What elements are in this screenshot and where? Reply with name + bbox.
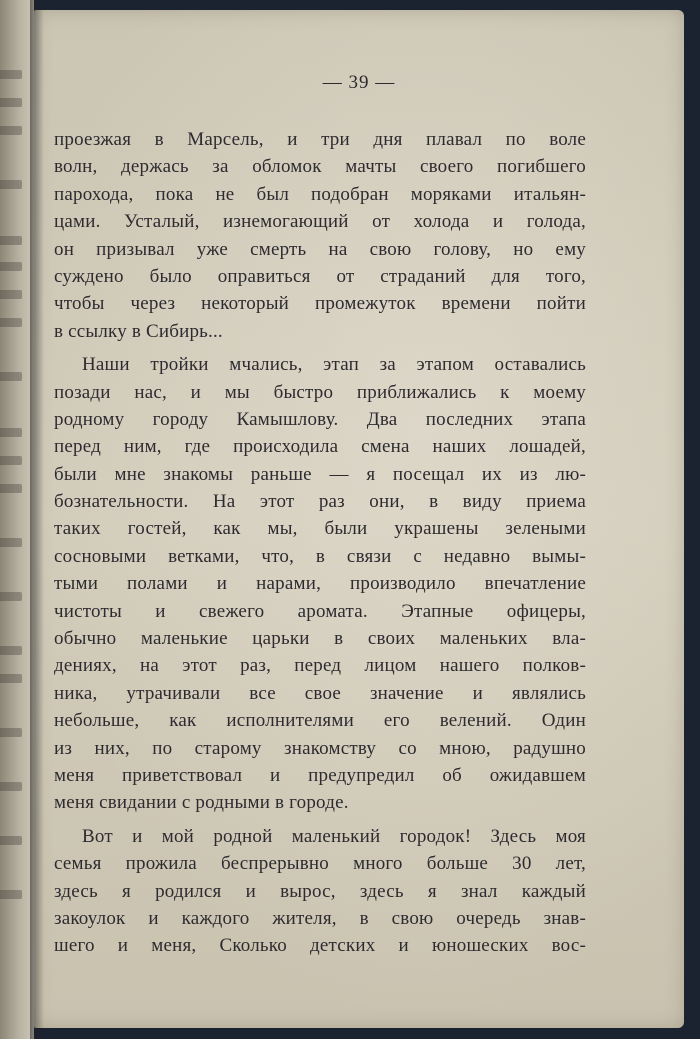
text-line: он призывал уже смерть на свою голову, но ему <box>54 238 586 260</box>
text-line: здесь я родился и вырос, здесь я знал каждый <box>54 880 586 902</box>
text-line: парохода, пока не был подобран моряками итальян- <box>54 183 586 205</box>
text-line: в ссылку в Сибирь... <box>54 320 223 342</box>
text-line: проезжая в Марсель, и три дня плавал по воле <box>54 129 586 150</box>
text-line: чистоты и свежего аромата. Этапные офицеры, <box>54 600 586 622</box>
facing-page-edge <box>0 0 34 1039</box>
text-line: чтобы через некоторый промежуток времени пойти <box>54 293 586 315</box>
text-line: перед ним, где происходила смена наших лошадей, <box>54 436 586 458</box>
text-line: шего и меня, Сколько детских и юношеских вос- <box>54 935 586 957</box>
text-line: Наши тройки мчались, этап за этапом оставались <box>82 354 586 376</box>
text-line: таких гостей, как мы, были украшены зелеными <box>54 518 586 540</box>
text-line: были мне знакомы раньше — я посещал их из лю- <box>54 463 586 485</box>
text-line: семья прожила беспрерывно много больше 30 лет, <box>54 853 586 875</box>
text-line: позади нас, и мы быстро приближались к моему <box>54 381 586 403</box>
binding-shadow <box>30 0 44 1039</box>
text-line: бознательности. На этот раз они, в виду приема <box>54 491 586 513</box>
text-line: закоулок и каждого жителя, в свою очередь знав- <box>54 907 586 929</box>
text-line: ника, утрачивали все свое значение и являлись <box>54 682 586 704</box>
body-text <box>54 126 586 960</box>
text-line: сосновыми ветками, что, в связи с недавно вымы- <box>54 545 586 567</box>
text-line: Вот и мой родной маленький городок! Здесь моя <box>82 825 586 847</box>
text-line: обычно маленькие царьки в своих маленьких вла- <box>54 628 586 650</box>
paragraph-3 <box>54 823 586 960</box>
text-line: суждено было оправиться от страданий для того, <box>54 265 586 287</box>
text-line: небольше, как исполнителями его велений. Один <box>54 710 586 732</box>
text-line: меня свидании с родными в городе. <box>54 792 349 814</box>
text-line: цами. Усталый, изнемогающий от холода и голода, <box>54 211 586 233</box>
text-line: дениях, на этот раз, перед лицом нашего полков- <box>54 655 586 677</box>
text-line: родному городу Камышлову. Два последних этапа <box>54 408 586 430</box>
text-line: меня приветствовал и предупредил об ожидавшем <box>54 764 586 786</box>
text-line: тыми полами и нарами, производило впечатление <box>54 573 586 595</box>
paragraph-2 <box>54 351 586 817</box>
page-number: — 39 — <box>322 72 396 93</box>
text-line: из них, по старому знакомству со мною, радушно <box>54 737 586 759</box>
text-line: волн, держась за обломок мачты своего погибшего <box>54 156 586 178</box>
paragraph-1 <box>54 126 586 345</box>
book-page <box>34 10 684 1028</box>
